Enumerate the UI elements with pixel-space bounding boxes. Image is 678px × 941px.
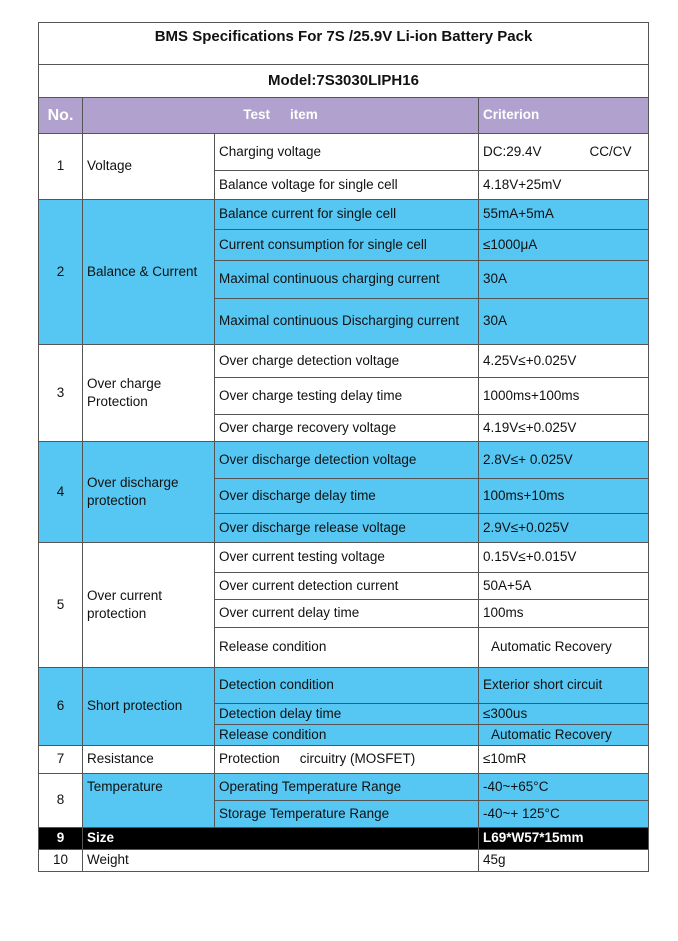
criterion-value: Automatic Recovery — [479, 725, 649, 746]
criterion-value: Automatic Recovery — [479, 628, 649, 668]
criterion-value: Exterior short circuit — [479, 668, 649, 704]
test-item: Storage Temperature Range — [215, 801, 479, 828]
criterion-value: ≤1000μA — [479, 230, 649, 261]
group-number: 6 — [39, 668, 83, 746]
test-item — [215, 746, 479, 774]
header-item-word: item — [290, 107, 318, 123]
test-item: Maximal continuous charging current — [215, 261, 479, 299]
criterion-value: 100ms+10ms — [479, 479, 649, 514]
group-number: 7 — [39, 746, 83, 774]
header-no: No. — [39, 98, 83, 134]
header-criterion: Criterion — [479, 98, 649, 134]
criterion-value: 0.15V≤+0.015V — [479, 543, 649, 573]
criterion-mode: CC/CV — [589, 143, 632, 159]
test-item: Balance voltage for single cell — [215, 171, 479, 200]
test-item: Detection condition — [215, 668, 479, 704]
group-name: Balance & Current — [83, 200, 215, 345]
criterion-value: ≤300us — [479, 704, 649, 725]
criterion-value: 30A — [479, 261, 649, 299]
bms-spec-table — [38, 22, 649, 872]
group-name: Resistance — [83, 746, 215, 774]
criterion-value: 55mA+5mA — [479, 200, 649, 230]
criterion-value: 2.8V≤+ 0.025V — [479, 442, 649, 479]
group-number: 1 — [39, 134, 83, 200]
test-item: Over discharge detection voltage — [215, 442, 479, 479]
criterion-value: 100ms — [479, 600, 649, 628]
test-item: Balance current for single cell — [215, 200, 479, 230]
test-item: Maximal continuous Discharging current — [215, 299, 479, 345]
test-item: Over current detection current — [215, 573, 479, 600]
group-name: Over discharge protection — [83, 442, 215, 543]
test-item: Current consumption for single cell — [215, 230, 479, 261]
test-item: Over charge recovery voltage — [215, 415, 479, 442]
test-item: Operating Temperature Range — [215, 774, 479, 801]
weight-label: Weight — [83, 850, 479, 872]
test-item-part: circuitry (MOSFET) — [299, 751, 416, 767]
test-item: Over current delay time — [215, 600, 479, 628]
criterion-value: 4.25V≤+0.025V — [479, 345, 649, 378]
test-item-part: Protection — [219, 751, 280, 767]
criterion-value: -40~+ 125°C — [479, 801, 649, 828]
test-item: Over charge testing delay time — [215, 378, 479, 415]
size-value: L69*W57*15mm — [479, 828, 649, 850]
criterion-value: 30A — [479, 299, 649, 345]
document-title: BMS Specifications For 7S /25.9V Li-ion Battery Pack — [39, 23, 649, 65]
test-item: Over charge detection voltage — [215, 345, 479, 378]
weight-value: 45g — [479, 850, 649, 872]
group-name: Over current protection — [83, 543, 215, 668]
weight-number: 10 — [39, 850, 83, 872]
criterion-value: 4.18V+25mV — [479, 171, 649, 200]
group-name: Short protection — [83, 668, 215, 746]
group-number: 3 — [39, 345, 83, 442]
criterion-value: ≤10mR — [479, 746, 649, 774]
test-item: Charging voltage — [215, 134, 479, 171]
group-number: 8 — [39, 774, 83, 828]
model-number: Model:7S3030LIPH16 — [39, 65, 649, 98]
criterion-value: 2.9V≤+0.025V — [479, 514, 649, 543]
header-test-word: Test — [243, 107, 270, 123]
group-number: 5 — [39, 543, 83, 668]
group-name: Temperature — [83, 774, 215, 828]
criterion-value: 4.19V≤+0.025V — [479, 415, 649, 442]
size-label: Size — [83, 828, 479, 850]
criterion-value: 1000ms+100ms — [479, 378, 649, 415]
size-number: 9 — [39, 828, 83, 850]
criterion-value: -40~+65°C — [479, 774, 649, 801]
test-item: Release condition — [215, 725, 479, 746]
header-test-item — [83, 98, 479, 134]
test-item: Over discharge release voltage — [215, 514, 479, 543]
test-item: Over current testing voltage — [215, 543, 479, 573]
group-name: Over charge Protection — [83, 345, 215, 442]
criterion-value: 50A+5A — [479, 573, 649, 600]
group-name: Voltage — [83, 134, 215, 200]
criterion-voltage: DC:29.4V — [483, 143, 542, 159]
group-number: 2 — [39, 200, 83, 345]
test-item: Detection delay time — [215, 704, 479, 725]
group-number: 4 — [39, 442, 83, 543]
test-item: Over discharge delay time — [215, 479, 479, 514]
criterion-value — [479, 134, 649, 171]
test-item: Release condition — [215, 628, 479, 668]
